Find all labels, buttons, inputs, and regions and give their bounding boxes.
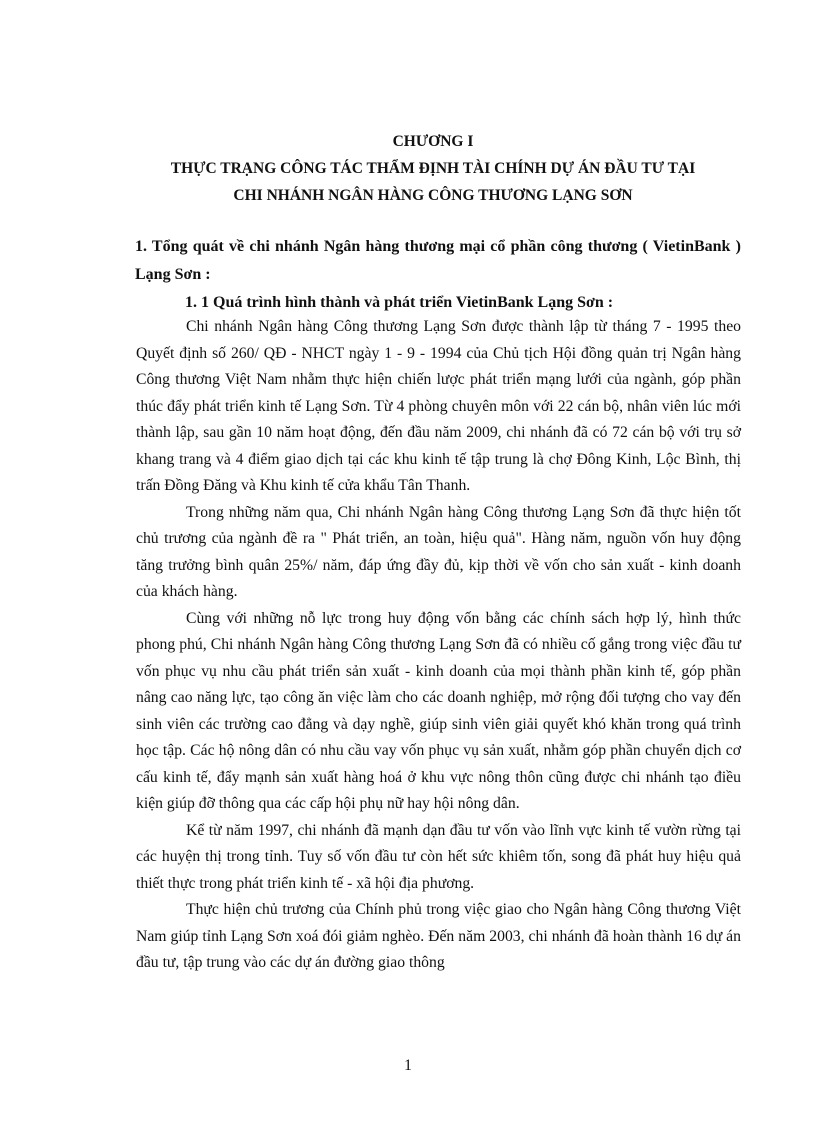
chapter-title-line-1: THỰC TRẠNG CÔNG TÁC THẨM ĐỊNH TÀI CHÍNH DỰ ÁN ĐẦU TƯ TẠI	[170, 160, 696, 177]
body-text	[136, 314, 741, 977]
paragraph: Trong những năm qua, Chi nhánh Ngân hàng Công thương Lạng Sơn đã thực hiện tốt chủ trương của ngành đề ra " Phát triển, an toàn, hiệu quả". Hàng năm, nguồn vốn huy động tăng trưởng bình quân 25%/ năm, đáp ứng đầy đủ, kịp thời về vốn cho sản xuất - kinh doanh của khách hàng.	[136, 503, 741, 600]
paragraph: Thực hiện chủ trương của Chính phủ trong việc giao cho Ngân hàng Công thương Việt Nam giúp tỉnh Lạng Sơn xoá đói giảm nghèo. Đến năm 2003, chi nhánh đã hoàn thành 16 dự án đầu tư, tập trung vào các dự án đường giao thông	[136, 901, 741, 971]
section-heading: 1. Tổng quát về chi nhánh Ngân hàng thương mại cổ phần công thương ( VietinBank ) Lạng Sơn :	[135, 238, 741, 283]
chapter-title-line-2: CHI NHÁNH NGÂN HÀNG CÔNG THƯƠNG LẠNG SƠN	[233, 187, 633, 204]
subsection-heading: 1. 1 Quá trình hình thành và phát triển VietinBank Lạng Sơn :	[185, 294, 614, 311]
chapter-number: CHƯƠNG I	[392, 133, 474, 150]
paragraph: Cùng với những nỗ lực trong huy động vốn bằng các chính sách hợp lý, hình thức phong phú, Chi nhánh Ngân hàng Công thương Lạng Sơn đã có nhiều cố gắng trong việc đầu tư vốn phục vụ nhu cầu phát triển sản xuất - kinh doanh của mọi thành phần kinh tế, góp phần nâng cao năng lực, tạo công ăn việc làm cho các doanh nghiệp, mở rộng đối tượng cho vay đến sinh viên các trường cao đẳng và dạy nghề, giúp sinh viên giải quyết khó khăn trong quá trình học tập. Các hộ nông dân có nhu cầu vay vốn phục vụ sản xuất, nhằm góp phần chuyển dịch cơ cấu kinh tế, đẩy mạnh sản xuất hàng hoá ở khu vực nông thôn cũng được chi nhánh tạo điều kiện giúp đỡ thông qua các cấp hội phụ nữ hay hội nông dân.	[136, 609, 741, 812]
page-number: 1	[404, 1057, 412, 1074]
chapter-heading	[120, 128, 746, 209]
paragraph: Chi nhánh Ngân hàng Công thương Lạng Sơn được thành lập từ tháng 7 - 1995 theo Quyết định số 260/ QĐ - NHCT ngày 1 - 9 - 1994 của Chủ tịch Hội đồng quản trị Ngân hàng Công thương Việt Nam nhằm thực hiện chiến lược phát triển mạng lưới của ngành, góp phần thúc đẩy phát triển kinh tế Lạng Sơn. Từ 4 phòng chuyên môn với 22 cán bộ, nhân viên lúc mới thành lập, sau gần 10 năm hoạt động, đến đầu năm 2009, chi nhánh đã có 72 cán bộ với trụ sở khang trang và 4 điểm giao dịch tại các khu kinh tế tập trung là chợ Đông Kinh, Lộc Bình, thị trấn Đồng Đăng và Khu kinh tế cửa khẩu Tân Thanh.	[136, 318, 741, 494]
paragraph: Kể từ năm 1997, chi nhánh đã mạnh dạn đầu tư vốn vào lĩnh vực kinh tế vườn rừng tại các huyện thị trong tỉnh. Tuy số vốn đầu tư còn hết sức khiêm tốn, song đã phát huy hiệu quả thiết thực trong phát triển kinh tế - xã hội địa phương.	[136, 821, 741, 892]
